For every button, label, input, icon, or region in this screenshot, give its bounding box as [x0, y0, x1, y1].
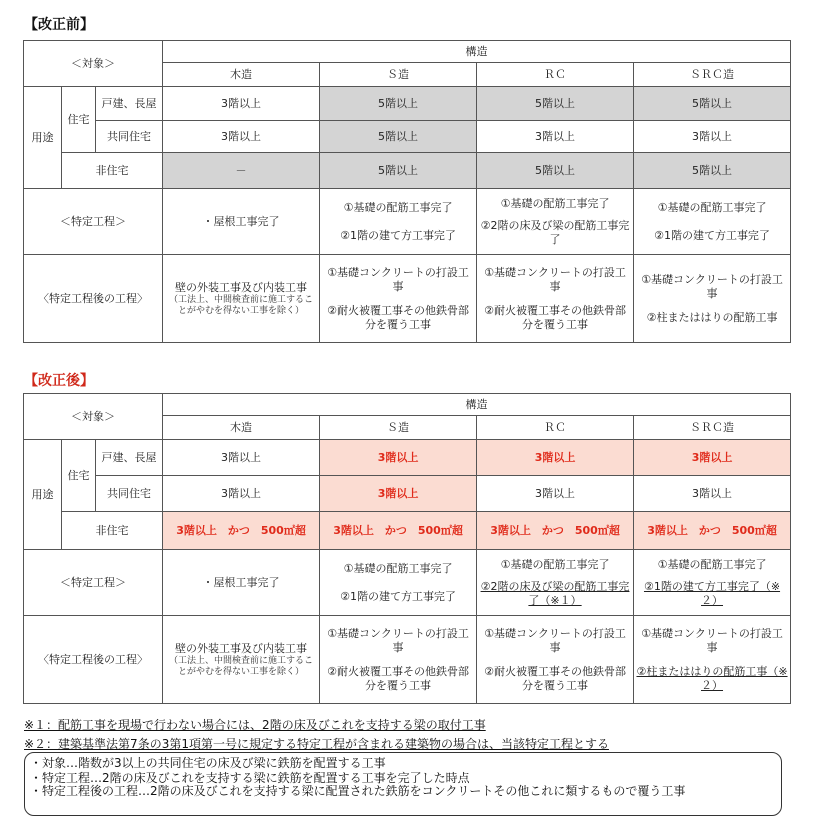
cell-value-changed: 3階以上	[477, 440, 634, 476]
process-s-1: ①基礎の配筋工事完了	[343, 200, 453, 214]
cell-value: 3階以上	[163, 87, 320, 121]
cell-value-changed: 3階以上 かつ 500㎡超	[477, 512, 634, 550]
col-src: ＳＲＣ造	[634, 416, 791, 440]
col-rc: ＲＣ	[477, 63, 634, 87]
cell-value: 5階以上	[477, 153, 634, 189]
after-table	[23, 393, 791, 704]
footnote-2: ※２：建築基準法第7条の3第1項第一号に規定する特定工程が含まれる建築物の場合は、当該特定工程とする	[24, 737, 609, 751]
target-header: ＜対象＞	[24, 41, 163, 87]
cell-value: 5階以上	[320, 121, 477, 153]
process-src-2: ②1階の建て方工事完了（※２）	[643, 579, 781, 607]
definition-target: ・対象…階数が3以上の共同住宅の床及び梁に鉄筋を配置する工事	[30, 756, 386, 770]
after-src-1: ①基礎コンクリートの打設工事	[641, 626, 783, 654]
row-kyodo-label: 共同住宅	[96, 476, 163, 512]
after-src-2: ②柱またははりの配筋工事	[646, 310, 778, 324]
structure-header: 構造	[163, 41, 791, 63]
cell-value-changed: 3階以上	[320, 440, 477, 476]
after-s-1: ①基礎コンクリートの打設工事	[327, 626, 469, 654]
process-rc	[477, 550, 634, 616]
cell-value: 5階以上	[634, 153, 791, 189]
after-wood-note: （工法上、中間検査前に施工することがやむを得ない工事を除く）	[169, 294, 314, 316]
after-rc	[477, 616, 634, 704]
after-rc-2: ②耐火被覆工事その他鉄骨部分を覆う工事	[484, 664, 626, 692]
after-src	[634, 616, 791, 704]
after-s-2: ②耐火被覆工事その他鉄骨部分を覆う工事	[327, 303, 469, 331]
process-s-2: ②1階の建て方工事完了	[340, 228, 456, 242]
process-src-2: ②1階の建て方工事完了	[654, 228, 770, 242]
cell-value: 3階以上	[163, 440, 320, 476]
definition-after-process: ・特定工程後の工程…2階の床及びこれを支持する梁に配置された鉄筋をコンクリートその他これに類するもので覆う工事	[30, 784, 686, 798]
cell-value-changed: 3階以上 かつ 500㎡超	[320, 512, 477, 550]
process-s	[320, 550, 477, 616]
cell-value-changed: 3階以上 かつ 500㎡超	[634, 512, 791, 550]
after-src-1: ①基礎コンクリートの打設工事	[641, 272, 783, 300]
cell-value-changed: 3階以上 かつ 500㎡超	[163, 512, 320, 550]
jutaku-label: 住宅	[62, 87, 96, 153]
col-rc: ＲＣ	[477, 416, 634, 440]
process-src	[634, 550, 791, 616]
after-rc-1: ①基礎コンクリートの打設工事	[484, 626, 626, 654]
process-rc-2: ②2階の床及び梁の配筋工事完了	[480, 218, 630, 246]
process-rc-1: ①基礎の配筋工事完了	[500, 557, 610, 571]
cell-value: 5階以上	[477, 87, 634, 121]
footnote-1: ※１：配筋工事を現場で行わない場合には、2階の床及びこれを支持する梁の取付工事	[24, 718, 486, 732]
after-wood-note: （工法上、中間検査前に施工することがやむを得ない工事を除く）	[169, 655, 314, 677]
process-wood: ・屋根工事完了	[163, 189, 320, 255]
process-s	[320, 189, 477, 255]
row-kyodo-label: 共同住宅	[96, 121, 163, 153]
after-wood	[163, 255, 320, 343]
after-process-label: 〈特定工程後の工程〉	[24, 616, 163, 704]
process-label: ＜特定工程＞	[24, 550, 163, 616]
col-s: Ｓ造	[320, 63, 477, 87]
after-wood-main: 壁の外装工事及び内装工事	[175, 641, 308, 655]
process-src-1: ①基礎の配筋工事完了	[657, 200, 767, 214]
process-rc-1: ①基礎の配筋工事完了	[500, 196, 610, 210]
col-src: ＳＲＣ造	[634, 63, 791, 87]
after-src	[634, 255, 791, 343]
process-rc	[477, 189, 634, 255]
cell-value: 3階以上	[477, 476, 634, 512]
cell-value: 3階以上	[634, 121, 791, 153]
after-s-2: ②耐火被覆工事その他鉄骨部分を覆う工事	[327, 664, 469, 692]
structure-header: 構造	[163, 394, 791, 416]
after-wood	[163, 616, 320, 704]
cell-value: 5階以上	[320, 153, 477, 189]
process-label: ＜特定工程＞	[24, 189, 163, 255]
after-heading: 【改正後】	[24, 373, 94, 389]
jutaku-label: 住宅	[62, 440, 96, 512]
cell-value: 3階以上	[163, 121, 320, 153]
after-rc	[477, 255, 634, 343]
after-s	[320, 616, 477, 704]
after-src-2: ②柱またははりの配筋工事（※２）	[636, 664, 788, 692]
after-wood-main: 壁の外装工事及び内装工事	[175, 280, 308, 294]
cell-value: 3階以上	[477, 121, 634, 153]
row-kodate-label: 戸建、長屋	[96, 87, 163, 121]
after-s-1: ①基礎コンクリートの打設工事	[327, 265, 469, 293]
row-kodate-label: 戸建、長屋	[96, 440, 163, 476]
youto-label: 用途	[24, 440, 62, 550]
after-process-label: 〈特定工程後の工程〉	[24, 255, 163, 343]
cell-value: 3階以上	[634, 476, 791, 512]
before-table	[23, 40, 791, 343]
cell-value-changed: 3階以上	[634, 440, 791, 476]
row-hijutaku-label: 非住宅	[62, 153, 163, 189]
process-s-1: ①基礎の配筋工事完了	[343, 561, 453, 575]
after-rc-2: ②耐火被覆工事その他鉄骨部分を覆う工事	[484, 303, 626, 331]
col-s: Ｓ造	[320, 416, 477, 440]
cell-value: 5階以上	[320, 87, 477, 121]
process-wood: ・屋根工事完了	[163, 550, 320, 616]
cell-value-changed: 3階以上	[320, 476, 477, 512]
process-rc-2: ②2階の床及び梁の配筋工事完了（※１）	[480, 579, 630, 607]
col-wood: 木造	[163, 63, 320, 87]
after-s	[320, 255, 477, 343]
cell-value: －	[163, 153, 320, 189]
process-src-1: ①基礎の配筋工事完了	[657, 557, 767, 571]
cell-value: 3階以上	[163, 476, 320, 512]
after-rc-1: ①基礎コンクリートの打設工事	[484, 265, 626, 293]
before-heading: 【改正前】	[24, 17, 94, 33]
definition-process: ・特定工程…2階の床及びこれを支持する梁に鉄筋を配置する工事を完了した時点	[30, 771, 470, 785]
process-src	[634, 189, 791, 255]
target-header: ＜対象＞	[24, 394, 163, 440]
col-wood: 木造	[163, 416, 320, 440]
process-s-2: ②1階の建て方工事完了	[340, 589, 456, 603]
cell-value: 5階以上	[634, 87, 791, 121]
youto-label: 用途	[24, 87, 62, 189]
row-hijutaku-label: 非住宅	[62, 512, 163, 550]
